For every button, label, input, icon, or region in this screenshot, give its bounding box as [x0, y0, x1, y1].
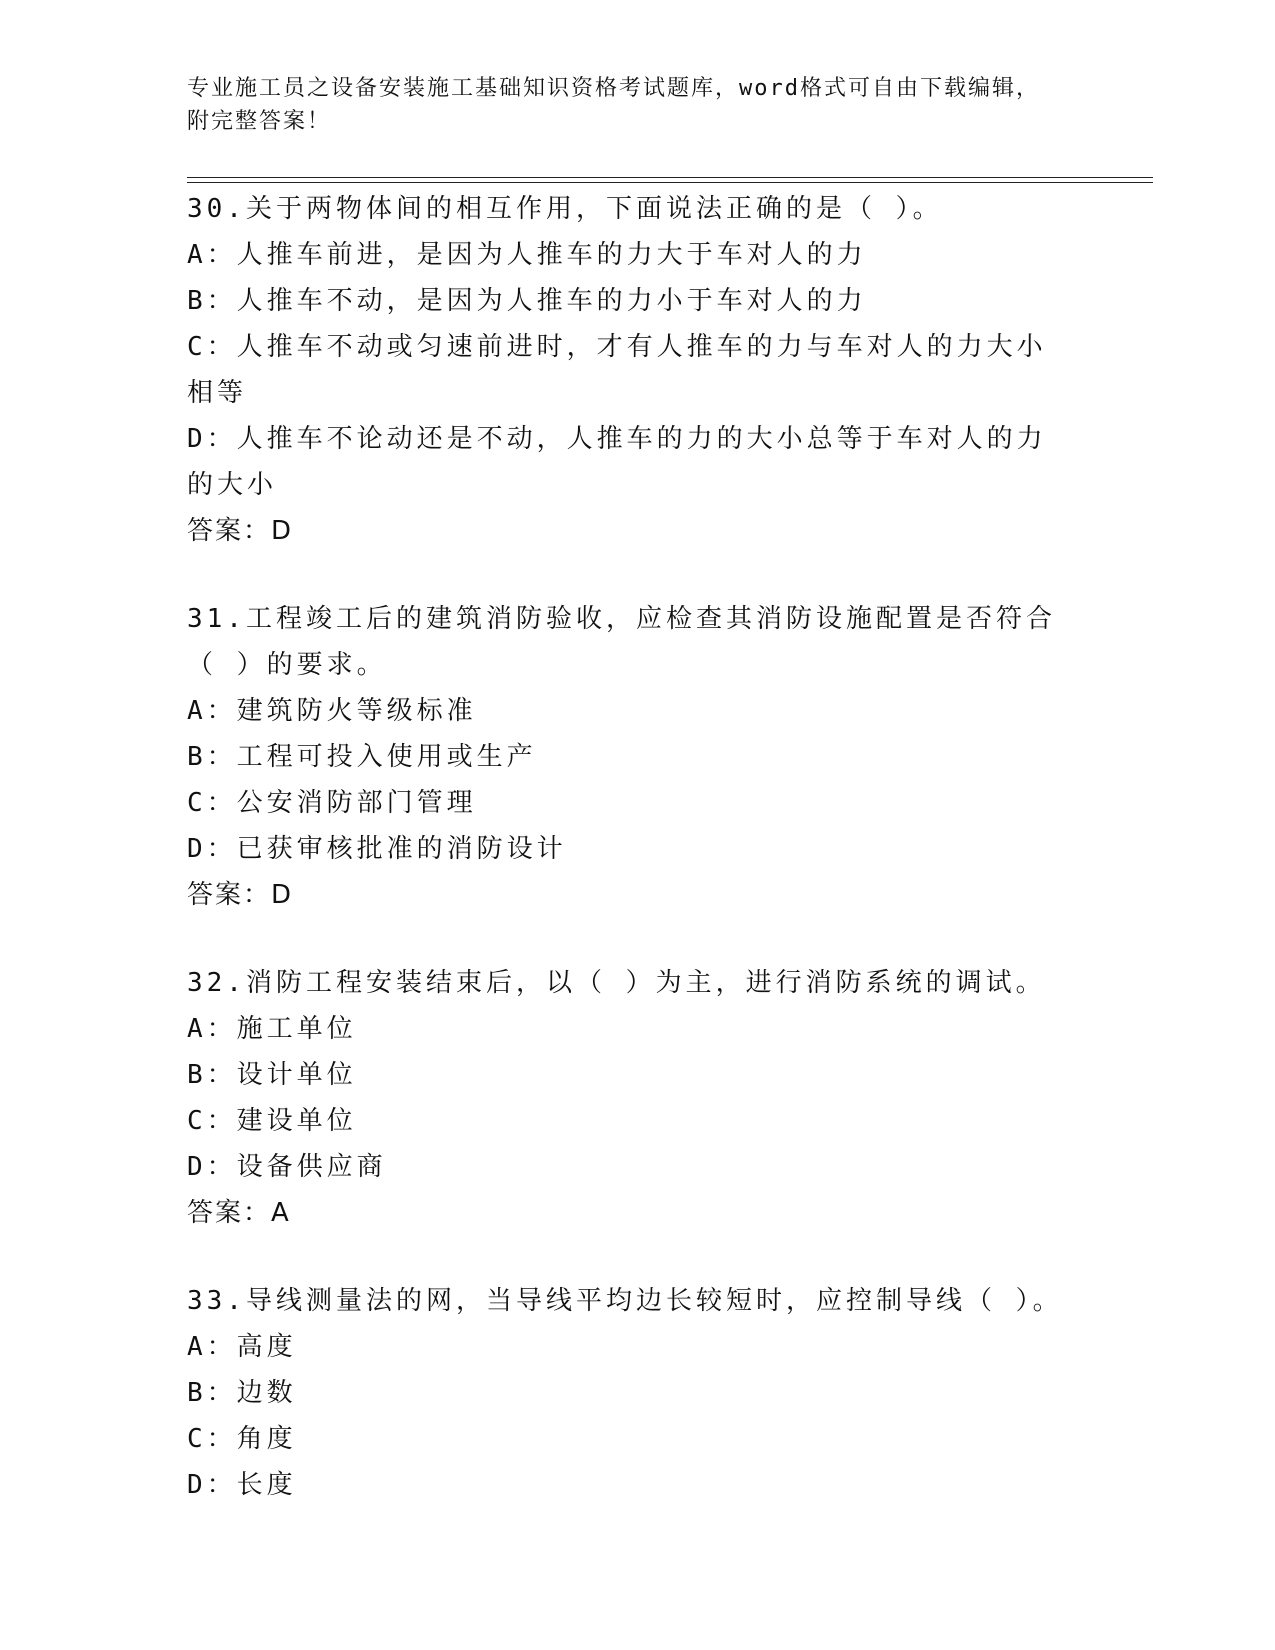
question-stem: 33.导线测量法的网，当导线平均边长较短时，应控制导线（ ）。 [187, 1286, 1063, 1316]
question-30 [187, 186, 1087, 554]
option-d: D：长度 [187, 1470, 297, 1500]
option-d: D：已获审核批准的消防设计 [187, 834, 567, 864]
question-31 [187, 596, 1087, 918]
option-b: B：工程可投入使用或生产 [187, 742, 537, 772]
question-32 [187, 960, 1087, 1236]
question-33 [187, 1278, 1087, 1508]
header-rule-top [187, 177, 1153, 178]
option-c: C：公安消防部门管理 [187, 788, 477, 818]
option-b: B：设计单位 [187, 1060, 357, 1090]
question-stem: 31.工程竣工后的建筑消防验收，应检查其消防设施配置是否符合（ ）的要求。 [187, 604, 1056, 680]
answer-label: 答案：D [187, 880, 294, 910]
option-c: C：建设单位 [187, 1106, 357, 1136]
option-c: C：人推车不动或匀速前进时，才有人推车的力与车对人的力大小相等 [187, 332, 1047, 408]
question-list [187, 186, 1087, 1550]
option-a: A：建筑防火等级标准 [187, 696, 477, 726]
answer-label: 答案：A [187, 1198, 291, 1228]
option-d: D：设备供应商 [187, 1152, 387, 1182]
answer-label: 答案：D [187, 516, 294, 546]
document-header [187, 72, 1067, 138]
header-line-1: 专业施工员之设备安装施工基础知识资格考试题库，word格式可自由下载编辑， [187, 76, 1040, 101]
option-a: A：施工单位 [187, 1014, 357, 1044]
option-a: A：人推车前进，是因为人推车的力大于车对人的力 [187, 240, 867, 270]
question-stem: 32.消防工程安装结束后，以（ ）为主，进行消防系统的调试。 [187, 968, 1046, 998]
option-c: C：角度 [187, 1424, 297, 1454]
option-b: B：人推车不动，是因为人推车的力小于车对人的力 [187, 286, 867, 316]
header-rule-bottom [187, 182, 1153, 183]
option-d: D：人推车不论动还是不动，人推车的力的大小总等于车对人的力的大小 [187, 424, 1047, 500]
header-line-2: 附完整答案！ [187, 109, 332, 134]
option-b: B：边数 [187, 1378, 297, 1408]
option-a: A：高度 [187, 1332, 297, 1362]
question-stem: 30.关于两物体间的相互作用，下面说法正确的是（ ）。 [187, 194, 943, 224]
